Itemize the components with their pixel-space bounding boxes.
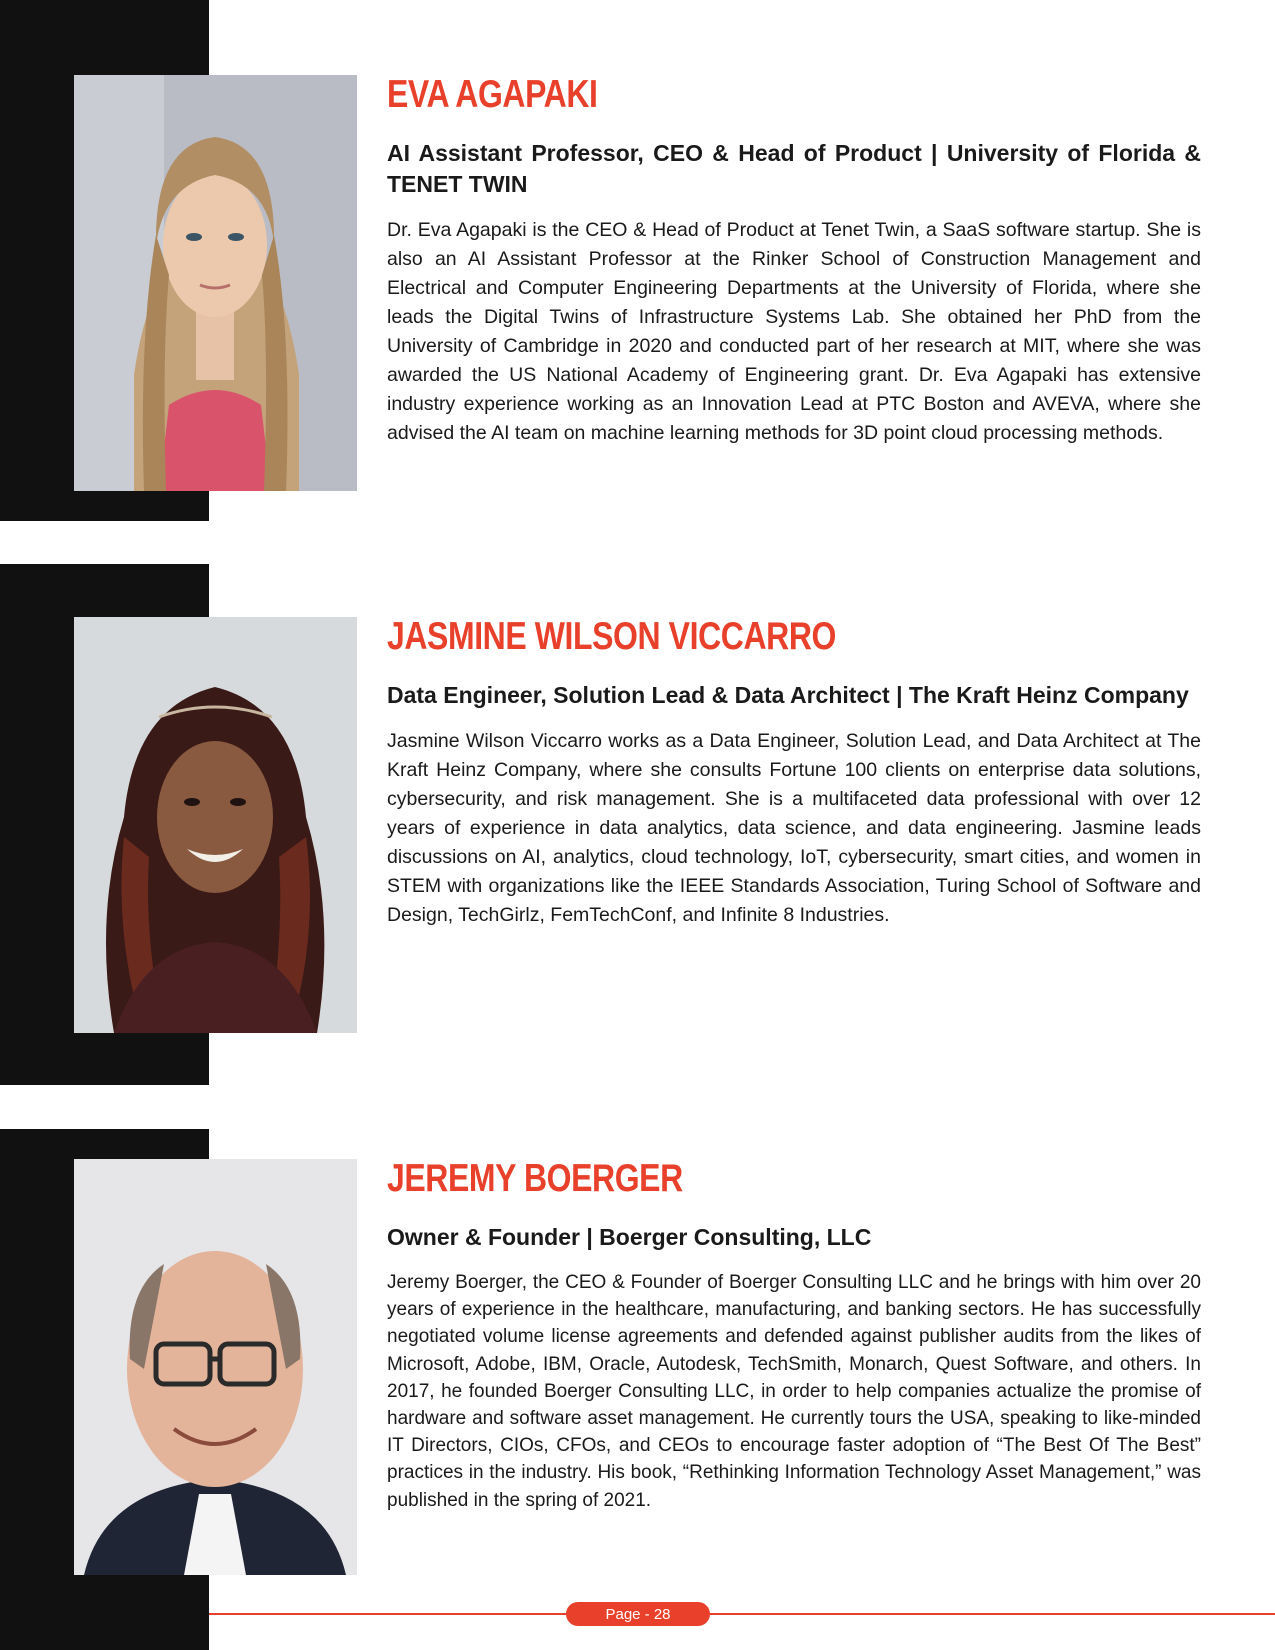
speaker-card-eva-agapaki <box>387 75 1201 448</box>
speaker-role: Data Engineer, Solution Lead & Data Architect | The Kraft Heinz Company <box>387 682 1189 708</box>
speaker-photo-jeremy-boerger <box>74 1159 357 1575</box>
speaker-bio: Jasmine Wilson Viccarro works as a Data Engineer, Solution Lead, and Data Architect at The Kraft Heinz Company, where she consults Fortune 100 clients on enterprise data solutions, cybersecurity, and risk management. She is a multifaceted data professional with over 12 years of experience in data analytics, data science, and data engineering. Jasmine leads discussions on AI, analytics, cloud technology, IoT, cybersecurity, smart cities, and women in STEM with organizations like the IEEE Standards Association, Turing School of Software and Design, TechGirlz, FemTechConf, and Infinite 8 Industries. <box>387 730 1201 926</box>
speaker-name: JEREMY BOERGER <box>387 1157 683 1200</box>
footer-divider <box>209 1613 1275 1615</box>
speaker-name: EVA AGAPAKI <box>387 73 598 116</box>
speaker-name: JASMINE WILSON VICCARRO <box>387 615 836 658</box>
speaker-bio: Dr. Eva Agapaki is the CEO & Head of Product at Tenet Twin, a SaaS software startup. She is also an AI Assistant Professor at the Rinker School of Construction Management and Electrical and Computer Engineering Departments at the University of Florida, where she leads the Digital Twins of Infrastructure Systems Lab. She obtained her PhD from the University of Cambridge in 2020 and conducted part of her research at MIT, where she was awarded the US National Academy of Engineering grant. Dr. Eva Agapaki has extensive industry experience working as an Innovation Lead at PTC Boston and AVEVA, where she advised the AI team on machine learning methods for 3D point cloud processing methods. <box>387 219 1201 444</box>
speaker-card-jasmine-wilson-viccarro <box>387 617 1201 930</box>
page-number: Page - 28 <box>566 1602 710 1626</box>
speaker-photo-jasmine-wilson-viccarro <box>74 617 357 1033</box>
speaker-card-jeremy-boerger <box>387 1159 1201 1514</box>
speaker-photo-eva-agapaki <box>74 75 357 491</box>
speaker-role: Owner & Founder | Boerger Consulting, LLC <box>387 1224 872 1250</box>
speaker-role: AI Assistant Professor, CEO & Head of Product | University of Florida & TENET TWIN <box>387 140 1201 197</box>
speaker-bio: Jeremy Boerger, the CEO & Founder of Boerger Consulting LLC and he brings with him over 20 years of experience in the healthcare, manufacturing, and banking sectors. He has successfully negotiated volume license agreements and defended against publisher audits from the likes of Microsoft, Adobe, IBM, Oracle, Autodesk, TechSmith, Monarch, Quest Software, and others. In 2017, he founded Boerger Consulting LLC, in order to help companies actualize the promise of hardware and software asset management. He currently tours the USA, speaking to like-minded IT Directors, CIOs, CFOs, and CEOs to encourage faster adoption of “The Best Of The Best” practices in the industry. His book, “Rethinking Information Technology Asset Management,” was published in the spring of 2021. <box>387 1272 1201 1511</box>
